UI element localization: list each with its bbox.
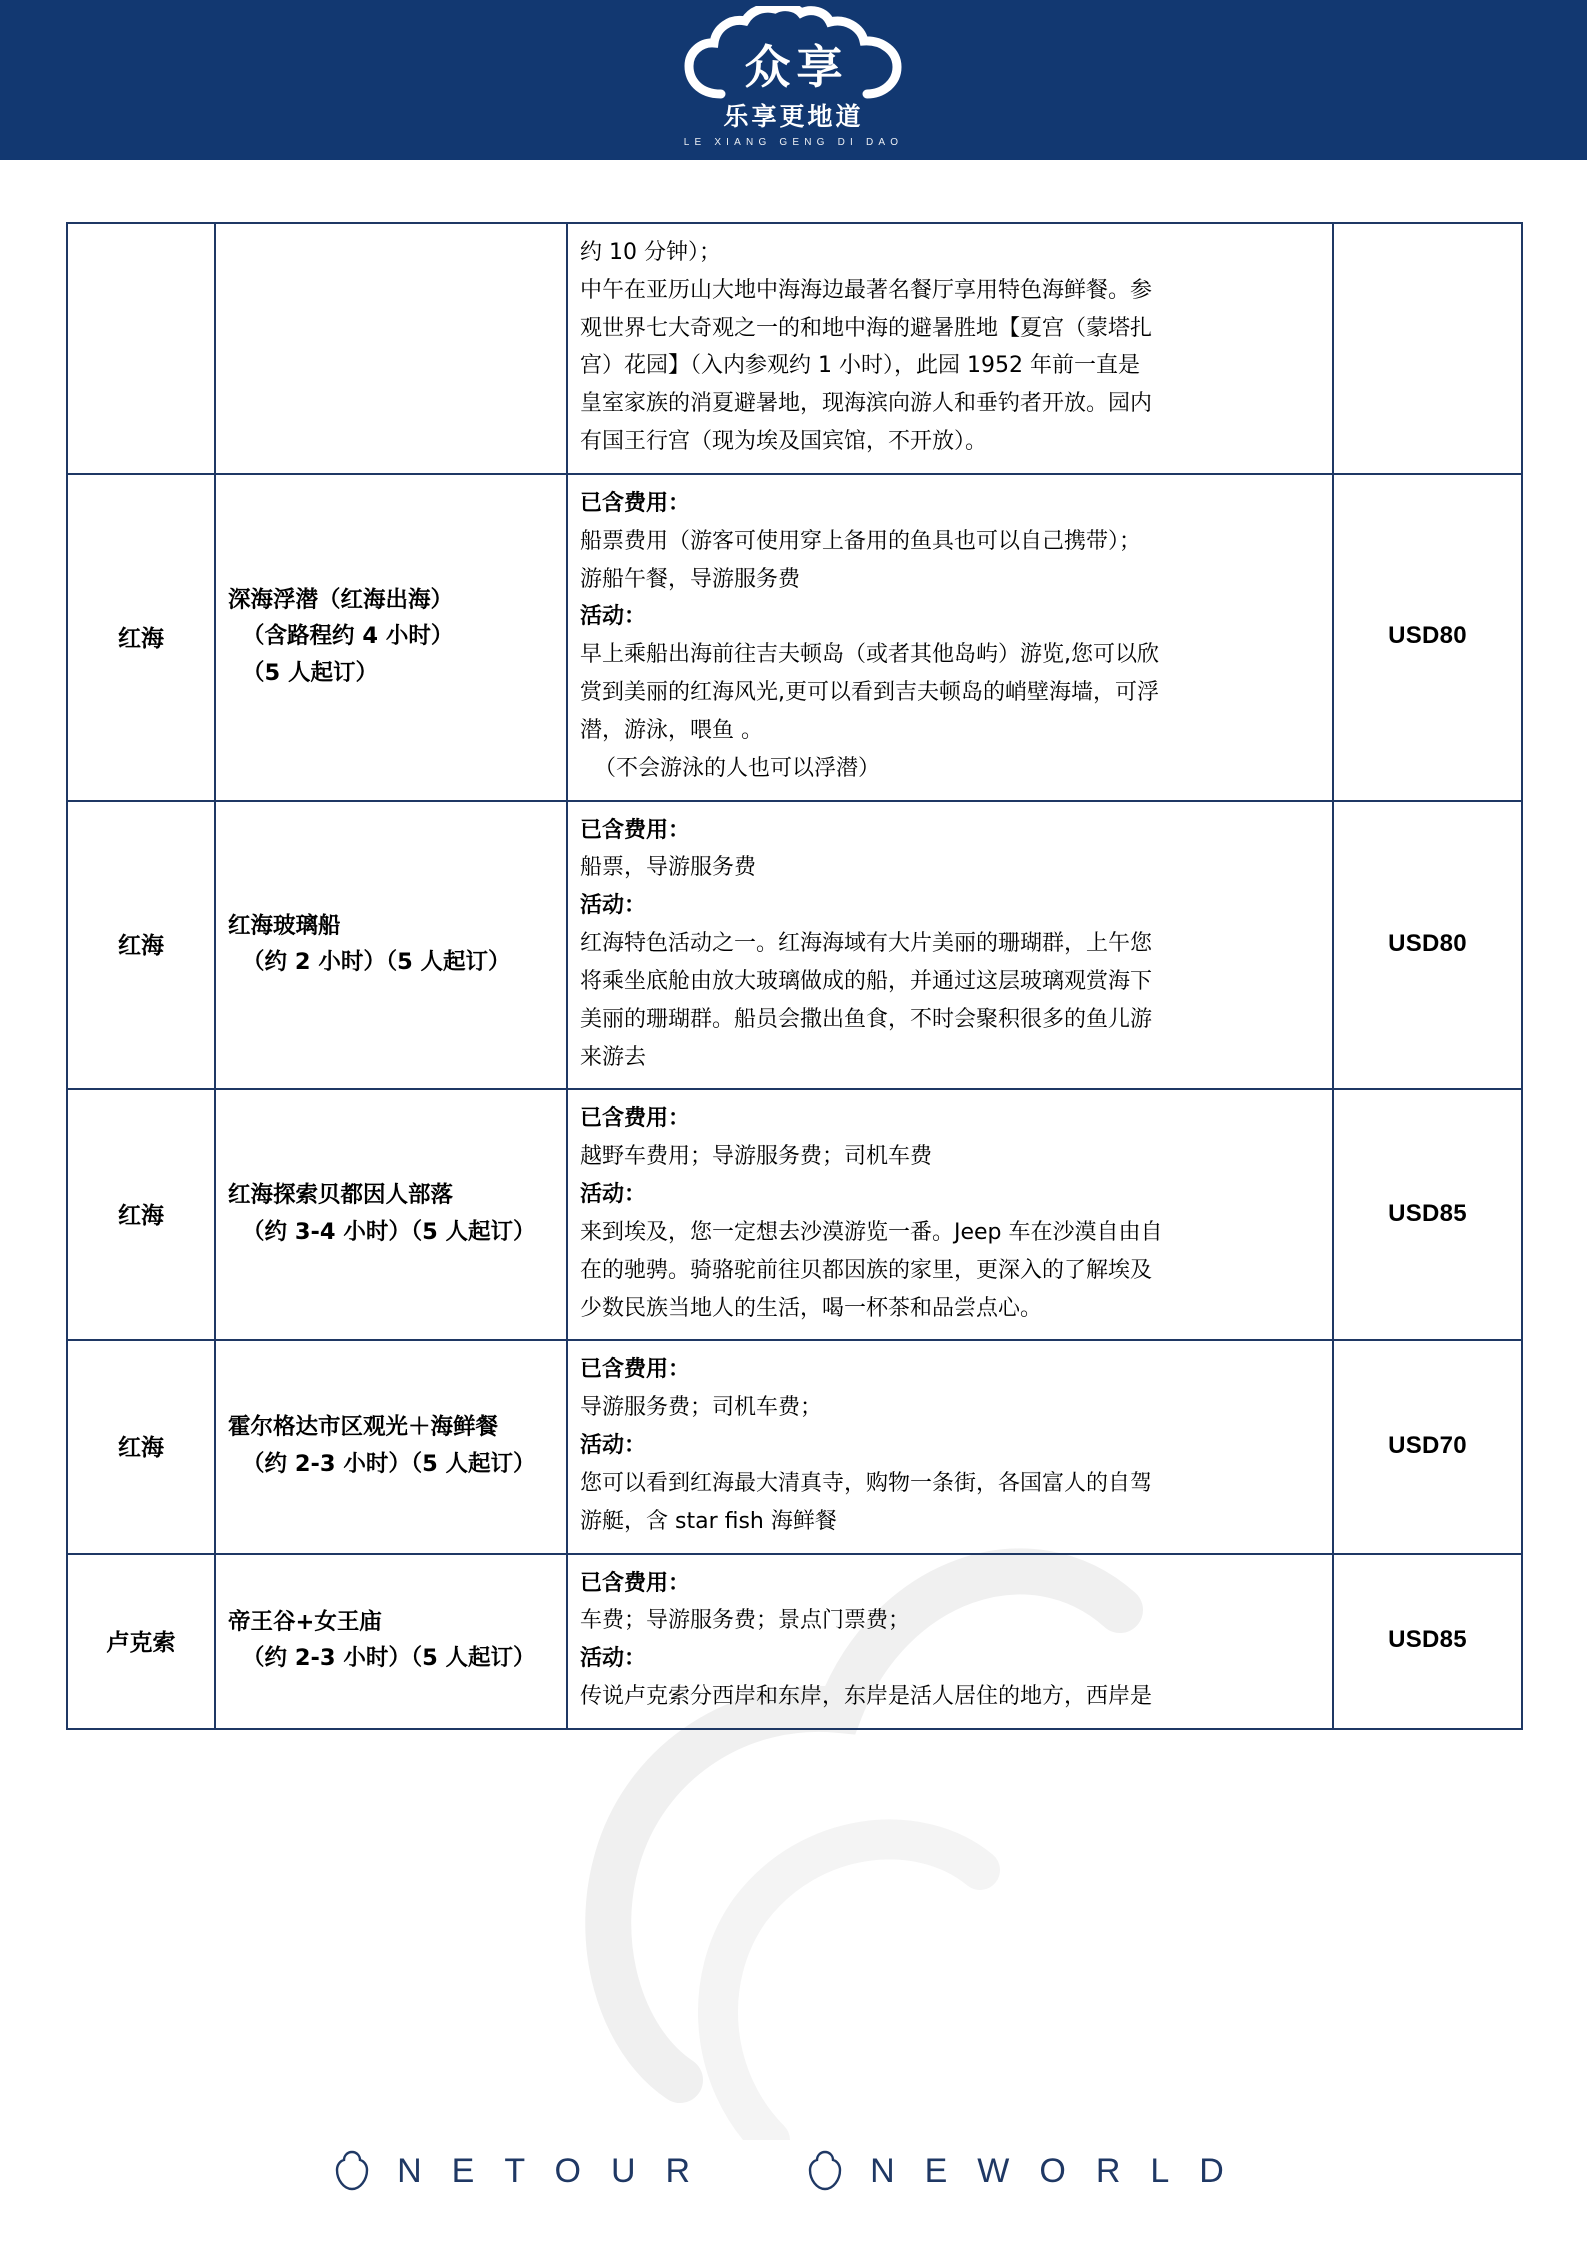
desc-line: 车费；导游服务费；景点门票费； xyxy=(580,1608,911,1634)
desc-label: 已含费用： xyxy=(580,817,691,843)
title-line: （5 人起订） xyxy=(242,659,378,686)
cell-description xyxy=(567,474,1333,801)
desc-line: 红海特色活动之一。红海海域有大片美丽的珊瑚群，上午您 xyxy=(580,931,1153,957)
footer-brand-netour xyxy=(333,2149,720,2193)
document-body xyxy=(0,160,1587,1730)
tour-products-table xyxy=(66,222,1523,1730)
cell-price: USD85 xyxy=(1333,1554,1522,1729)
desc-line: 约 10 分钟）； xyxy=(580,240,721,265)
desc-line: 赏到美丽的红海风光,更可以看到吉夫顿岛的峭壁海墙，可浮 xyxy=(580,680,1159,706)
cell-title xyxy=(215,1340,567,1553)
cell-description xyxy=(567,1340,1333,1553)
desc-line: 中午在亚历山大地中海海边最著名餐厅享用特色海鲜餐。参 xyxy=(580,277,1153,303)
desc-line: 少数民族当地人的生活，喝一杯茶和品尝点心。 xyxy=(580,1295,1043,1321)
desc-line: 观世界七大奇观之一的和地中海的避暑胜地【夏宫（蒙塔扎 xyxy=(580,315,1153,341)
title-line: （约 3-4 小时）（5 人起订） xyxy=(242,1218,536,1245)
desc-label: 活动： xyxy=(580,1646,647,1672)
desc-line: 宫）花园】（入内参观约 1 小时），此园 1952 年前一直是 xyxy=(580,353,1140,379)
cell-price: USD80 xyxy=(1333,474,1522,801)
desc-line: 来游去 xyxy=(580,1044,647,1070)
cell-region: 红海 xyxy=(67,474,215,801)
logo-main-text: 众享 xyxy=(744,40,849,94)
desc-line: 船票，导游服务费 xyxy=(580,855,757,881)
table-row xyxy=(67,801,1522,1090)
cell-title xyxy=(215,801,567,1090)
cell-description xyxy=(567,223,1333,474)
cell-description xyxy=(567,801,1333,1090)
title-line: （含路程约 4 小时） xyxy=(242,623,454,650)
desc-line: 来到埃及，您一定想去沙漠游览一番。Jeep 车在沙漠自由自 xyxy=(580,1219,1163,1245)
desc-label: 已含费用： xyxy=(580,490,691,516)
title-line: 帝王谷+女王庙 xyxy=(228,1608,382,1635)
cell-price xyxy=(1333,223,1522,474)
cell-price: USD70 xyxy=(1333,1340,1522,1553)
cell-title xyxy=(215,1089,567,1340)
company-logo xyxy=(644,6,944,154)
cell-region: 红海 xyxy=(67,801,215,1090)
desc-line: 早上乘船出海前往吉夫顿岛（或者其他岛屿）游览,您可以欣 xyxy=(580,642,1159,668)
title-line: （约 2-3 小时）（5 人起订） xyxy=(242,1450,536,1477)
footer-text-netour: NETOUR xyxy=(397,2151,721,2190)
desc-line: 船票费用（游客可使用穿上备用的鱼具也可以自己携带）； xyxy=(580,528,1142,554)
cell-region xyxy=(67,223,215,474)
title-line: 红海探索贝都因人部落 xyxy=(228,1182,454,1209)
desc-line: 传说卢克索分西岸和东岸，东岸是活人居住的地方，西岸是 xyxy=(580,1683,1153,1709)
desc-line: （不会游泳的人也可以浮潜） xyxy=(594,755,881,781)
desc-line: 越野车费用；导游服务费；司机车费 xyxy=(580,1144,933,1170)
title-line: 深海浮潜（红海出海） xyxy=(228,586,454,613)
cell-region: 红海 xyxy=(67,1089,215,1340)
title-line: （约 2 小时）（5 人起订） xyxy=(242,948,511,975)
title-line: （约 2-3 小时）（5 人起订） xyxy=(242,1645,536,1672)
cell-title xyxy=(215,223,567,474)
cell-price: USD80 xyxy=(1333,801,1522,1090)
desc-line: 游艇，含 star fish 海鲜餐 xyxy=(580,1508,837,1534)
table-row xyxy=(67,223,1522,474)
logo-pinyin-text: LE XIANG GENG DI DAO xyxy=(683,137,904,148)
footer-brand-neworld xyxy=(806,2149,1254,2193)
desc-line: 美丽的珊瑚群。船员会撒出鱼食，不时会聚积很多的鱼儿游 xyxy=(580,1006,1153,1032)
table-row xyxy=(67,1340,1522,1553)
title-line: 红海玻璃船 xyxy=(228,912,341,939)
cell-region: 红海 xyxy=(67,1340,215,1553)
desc-label: 活动： xyxy=(580,604,647,630)
cell-price: USD85 xyxy=(1333,1089,1522,1340)
desc-label: 活动： xyxy=(580,1433,647,1459)
footer-text-neworld: NEWORLD xyxy=(870,2151,1254,2190)
desc-line: 在的驰骋。骑骆驼前往贝都因族的家里，更深入的了解埃及 xyxy=(580,1257,1153,1283)
desc-line: 导游服务费；司机车费； xyxy=(580,1395,823,1421)
title-line: 霍尔格达市区观光＋海鲜餐 xyxy=(228,1414,499,1441)
desc-label: 活动： xyxy=(580,893,647,919)
page-header-banner xyxy=(0,0,1587,160)
cloud-logo-icon xyxy=(679,6,909,102)
cell-title xyxy=(215,474,567,801)
desc-line: 潜，游泳，喂鱼 。 xyxy=(580,717,763,743)
cloud-o-icon xyxy=(806,2149,844,2193)
desc-line: 您可以看到红海最大清真寺，购物一条街，各国富人的自驾 xyxy=(580,1470,1153,1496)
desc-label: 已含费用： xyxy=(580,1357,691,1383)
desc-line: 将乘坐底舱由放大玻璃做成的船，并通过这层玻璃观赏海下 xyxy=(580,968,1153,994)
cell-title xyxy=(215,1554,567,1729)
page-footer xyxy=(0,2149,1587,2193)
table-row xyxy=(67,1089,1522,1340)
cell-description xyxy=(567,1089,1333,1340)
logo-sub-text: 乐享更地道 xyxy=(723,102,864,131)
cell-description xyxy=(567,1554,1333,1729)
desc-label: 已含费用： xyxy=(580,1106,691,1132)
desc-line: 皇室家族的消夏避暑地，现海滨向游人和垂钓者开放。园内 xyxy=(580,391,1153,417)
table-row xyxy=(67,474,1522,801)
table-row xyxy=(67,1554,1522,1729)
cloud-o-icon xyxy=(333,2149,371,2193)
cell-region: 卢克索 xyxy=(67,1554,215,1729)
desc-line: 游船午餐，导游服务费 xyxy=(580,566,801,592)
desc-label: 已含费用： xyxy=(580,1570,691,1596)
desc-line: 有国王行宫（现为埃及国宾馆，不开放）。 xyxy=(580,429,988,455)
desc-label: 活动： xyxy=(580,1182,647,1208)
